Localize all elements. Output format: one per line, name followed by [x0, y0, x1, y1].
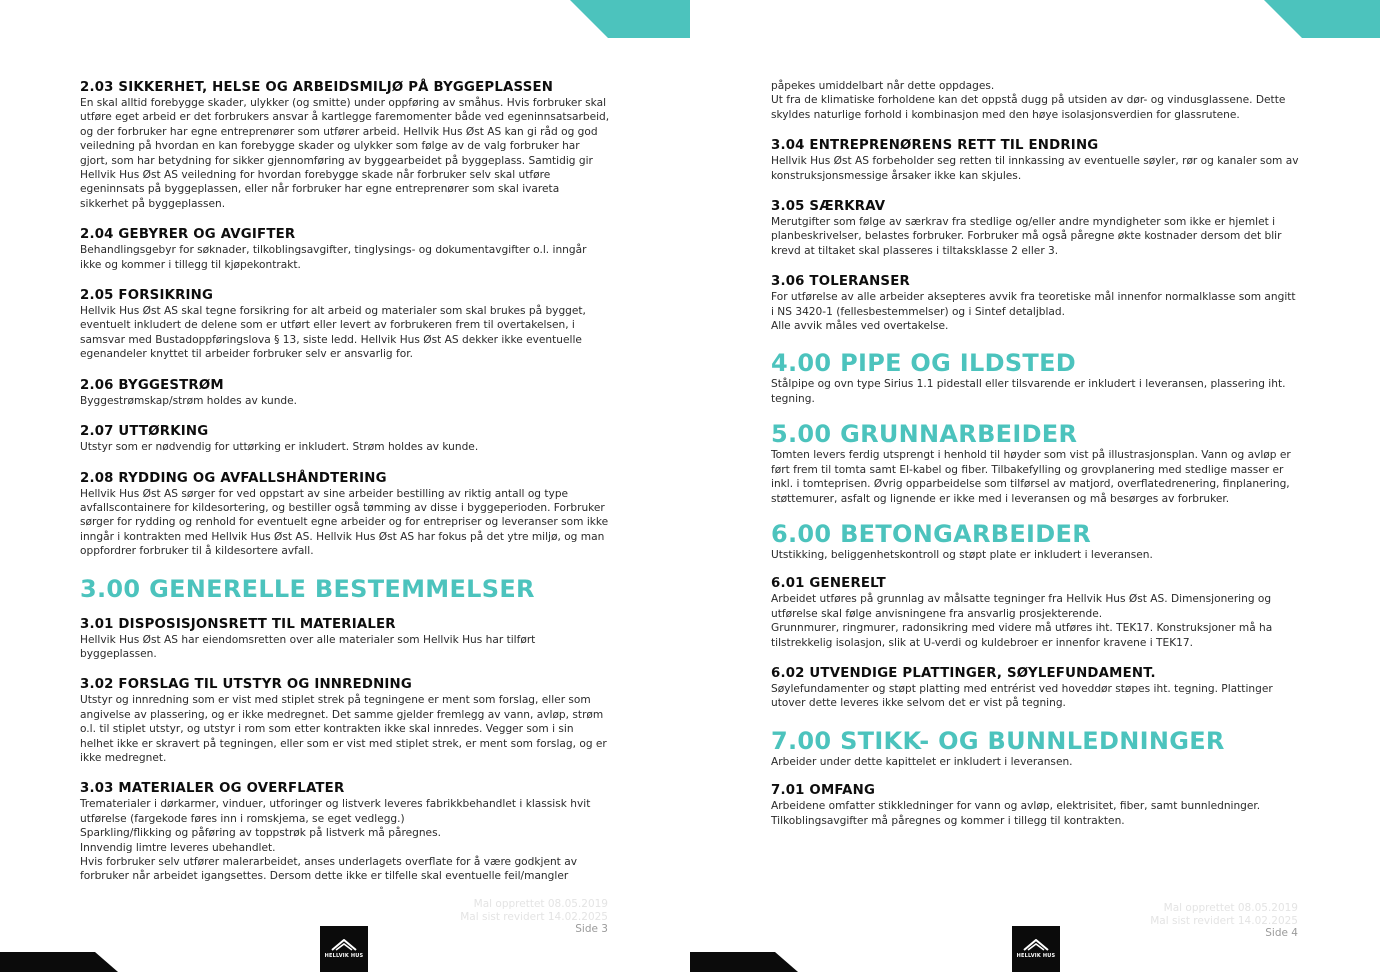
section [771, 576, 1301, 650]
section-body-text: Hellvik Hus Øst AS har eiendomsretten over alle materialer som Hellvik Hus har tilført byggeplassen. [80, 633, 536, 660]
corner-decoration-top [570, 0, 690, 38]
section-heading-6-01-generelt: 6.01 GENERELT [771, 576, 886, 592]
section-heading-3-01-disposisjonsrett-til-materialer: 3.01 DISPOSISJONSRETT TIL MATERIALER [80, 616, 396, 632]
section-body-text: Hellvik Hus Øst AS forbeholder seg retten til innkassing av eventuelle søyler, rør og kanaler som av konstruksjonsmessige årsaker ikke kan skjules. [771, 155, 1299, 182]
section-heading-3-04-entreprenorens-rett-til-endring: 3.04 ENTREPRENØRENS RETT TIL ENDRING [771, 138, 1099, 154]
section-heading-3-06-toleranser: 3.06 TOLERANSER [771, 274, 910, 290]
section [80, 227, 610, 272]
section-heading-2-08-rydding-og-avfallshandtering: 2.08 RYDDING OG AVFALLSHÅNDTERING [80, 470, 387, 486]
section-body-text: Trematerialer i dørkarmer, vinduer, utforinger og listverk leveres fabrikkbehandlet i klassisk hvit utførelse (fargekode føres inn i romskjema, se eget vedlegg.) Sparkling/flikking og påføring av toppstrøk på listverk må påregnes. Innvendig limtre leveres ubehandlet. Hvis forbruker selv utfører malerarbeidet, anses underlagets overflate for å være godkjent av forbruker når arbeidet igangsettes. Dersom dette ikke er tilfelle skal eventuelle feil/mangler [80, 798, 591, 883]
section-heading-2-04-gebyrer-og-avgifter: 2.04 GEBYRER OG AVGIFTER [80, 227, 296, 243]
template-revised-date: Mal sist revidert 14.02.2025 [460, 910, 608, 923]
section-body-text: Utstyr som er nødvendig for uttørking er inkludert. Strøm holdes av kunde. [80, 441, 479, 454]
section-heading-3-05-saerkrav: 3.05 SÆRKRAV [771, 199, 886, 215]
chapter-heading-4-00-pipe-og-ildsted: 4.00 PIPE OG ILDSTED [771, 349, 1077, 378]
hellvik-logo [320, 926, 368, 972]
hellvik-logo [1012, 926, 1060, 972]
page-footer [1150, 902, 1298, 940]
section-heading-2-07-uttorking: 2.07 UTTØRKING [80, 424, 209, 440]
section-heading-2-05-forsikring: 2.05 FORSIKRING [80, 288, 214, 304]
section-body-text: Utstyr og innredning som er vist med stiplet strek på tegningene er ment som forslag, eller som angivelse av plassering, og er ikke medregnet. Det samme gjelder fremlegg av vann, avløp, strøm o.l. til stiplet utstyr, og utstyr i rom som etter kontrakten ikke skal innredes. Vegger som i sin helhet ikke er skravert på tegningen, eller som er vist med stiplet strek, er ment som forslag, og er ikke medregnet. [80, 694, 607, 764]
section-body-text: For utførelse av alle arbeider aksepteres avvik fra teoretiske mål innenfor normalklasse som angitt i NS 3420-1 (fellesbestemmelser) og i Sintef detaljblad. Alle avvik måles ved overtakelse. [771, 291, 1296, 333]
chapter-heading-6-00-betongarbeider: 6.00 BETONGARBEIDER [771, 519, 1091, 548]
section [771, 727, 1301, 769]
section [771, 349, 1301, 406]
section [771, 138, 1301, 183]
section-heading-7-01-omfang: 7.01 OMFANG [771, 783, 876, 799]
section [80, 424, 610, 454]
page-number: Side 4 [1265, 927, 1298, 939]
logo-text: HELLVIK HUS [1016, 953, 1056, 959]
section-body-text: Søylefundamenter og støpt platting med entrérist ved hoveddør støpes iht. tegning. Plattinger utover dette leveres ikke selvom det er vist på tegning. [771, 682, 1273, 710]
section [771, 199, 1301, 258]
chapter-heading-3-00-generelle-bestemmelser: 3.00 GENERELLE BESTEMMELSER [80, 574, 535, 603]
section-heading-2-06-byggestrom: 2.06 BYGGESTRØM [80, 377, 224, 393]
template-created-date: Mal opprettet 08.05.2019 [1163, 902, 1298, 914]
section [80, 378, 610, 408]
section-body-text: Utstikking, beliggenhetskontroll og støpt plate er inkludert i leveransen. [771, 548, 1153, 561]
section [771, 274, 1301, 333]
logo-text: HELLVIK HUS [324, 953, 364, 959]
section [80, 677, 610, 765]
section [80, 781, 610, 883]
section [80, 617, 610, 662]
section [771, 520, 1301, 562]
template-created-date: Mal opprettet 08.05.2019 [473, 898, 608, 910]
page-3-content [80, 80, 610, 900]
section [80, 288, 610, 362]
section-heading-2-03-sikkerhet-helse-og-arbeidsmiljo-pa-: 2.03 SIKKERHET, HELSE OG ARBEIDSMILJØ PÅ BYGGEPLASSEN [80, 80, 554, 95]
section-body-text: Hellvik Hus Øst AS skal tegne forsikring for alt arbeid og materialer som skal brukes på bygget, eventuelt inkludert de delene som er utført eller levert av forbrukeren frem til overtakelsen, i samsvar med Bustadoppføringslova § 13, siste ledd. Hellvik Hus Øst AS dekker ikke eventuelle egenandeler knyttet til arbeider forbruker selv er ansvarlig for. [80, 305, 586, 361]
section-body-text: Behandlingsgebyr for søknader, tilkoblingsavgifter, tinglysings- og dokumentavgifter o.l. inngår ikke og kommer i tillegg til kjøpekontrakt. [80, 244, 587, 271]
chapter-heading-5-00-grunnarbeider: 5.00 GRUNNARBEIDER [771, 420, 1078, 449]
corner-decoration-bottom [0, 952, 120, 972]
section-heading-3-02-forslag-til-utstyr-og-innredning: 3.02 FORSLAG TIL UTSTYR OG INNREDNING [80, 677, 413, 693]
roof-icon [1023, 939, 1049, 951]
corner-decoration-bottom [690, 952, 810, 972]
section-heading-3-03-materialer-og-overflater: 3.03 MATERIALER OG OVERFLATER [80, 781, 345, 797]
section-heading-6-02-utvendige-plattinger-soylefundament: 6.02 UTVENDIGE PLATTINGER, SØYLEFUNDAMENT. [771, 665, 1156, 681]
section-body-text: Arbeidene omfatter stikkledninger for vann og avløp, elektrisitet, fiber, samt bunnledninger. Tilkoblingsavgifter må påregnes og kommer i tillegg til kontrakten. [771, 800, 1261, 827]
section-body-text: Byggestrømskap/strøm holdes av kunde. [80, 394, 298, 407]
section-body-text: Hellvik Hus Øst AS sørger for ved oppstart av sine arbeider bestilling av riktig antall og type avfallscontainere for kildesortering, og bestiller også tømming av disse i byggeperioden. Forbruker sørger for rydding og renhold for eventuelt egne arbeider og for entrepriser og leveranser som ikke inngår i kontrakten med Hellvik Hus Øst AS. Hellvik Hus Øst AS har fokus på det ytre miljø, og man oppfordrer forbruker til å kildesortere avfall. [80, 487, 609, 558]
section [771, 79, 1301, 122]
section-body-text: påpekes umiddelbart når dette oppdages. Ut fra de klimatiske forholdene kan det oppstå dugg på utsiden av dør- og vindusglassene. Dette skyldes naturlige forhold i kombinasjon med den høye isolasjonsverdien for glassrutene. [771, 80, 1286, 121]
section [771, 666, 1301, 711]
section [80, 80, 610, 211]
section [80, 471, 610, 559]
template-revised-date: Mal sist revidert 14.02.2025 [1150, 914, 1298, 927]
section-body-text: Arbeider under dette kapittelet er inkludert i leveransen. [771, 755, 1073, 768]
roof-icon [331, 939, 357, 951]
section [771, 420, 1301, 506]
page-footer [460, 898, 608, 936]
page-4 [690, 0, 1380, 972]
corner-decoration-top [1264, 0, 1380, 38]
section-body-text: Stålpipe og ovn type Sirius 1.1 pidestall eller tilsvarende er inkludert i leveransen, plassering iht. tegning. [771, 378, 1286, 405]
section-body-text: Arbeidet utføres på grunnlag av målsatte tegninger fra Hellvik Hus Øst AS. Dimensjonering og utførelse skal følge anvisningene fra ansvarlig prosjekterende. Grunnmurer, ringmurer, radonsikring med videre må utføres iht. TEK17. Konstruksjoner må ha tilstrekkelig isolasjon, slik at U-verdi og kuldebroer er innenfor kravene i TEK17. [771, 593, 1273, 649]
section [771, 783, 1301, 828]
section-body-text: Tomten levers ferdig utsprengt i henhold til høyder som vist på illustrasjonsplan. Vann og avløp er ført frem til tomta samt El-kabel og fiber. Tilbakefylling og grovplanering med stedlige masser er inkl. i tomteprisen. Øvrig opparbeidelse som tilførsel av matjord, overflatedrenering, finplanering, støttemurer, asfalt og lignende er ikke med i leveransen og må besørges av forbruker. [771, 449, 1291, 505]
chapter-heading-7-00-stikk-og-bunnledninger: 7.00 STIKK- OG BUNNLEDNINGER [771, 726, 1225, 755]
section [80, 575, 610, 603]
section-body-text: En skal alltid forebygge skader, ulykker (og smitte) under oppføring av småhus. Hvis forbruker skal utføre eget arbeid er det forbrukers ansvar å kartlegge faremomenter både ved egeninnsatsarbeid, og der forbruker har egne entreprenører som utfører arbeid. Hellvik Hus Øst AS kan gi råd og god veiledning på hvordan en kan forebygge skader og ulykker som følge av de valg forbruker har gjort, som har betydning for sikker gjennomføring av byggearbeidet på byggeplass. Samtidig gir Hellvik Hus Øst AS veiledning for hvordan forebygge skade når forbruker selv skal utføre egeninnsats på byggeplassen, eller når forbruker har egne entreprenører som skal ivareta sikkerhet på byggeplassen. [80, 97, 610, 210]
section-body-text: Merutgifter som følge av særkrav fra stedlige og/eller andre myndigheter som ikke er hjemlet i planbeskrivelser, belastes forbruker. Forbruker må også påregne økte kostnader dersom det blir krevd at tiltaket skal plasseres i tiltaksklasse 2 eller 3. [771, 216, 1282, 257]
page-number: Side 3 [575, 923, 608, 935]
page-4-content [771, 79, 1301, 844]
